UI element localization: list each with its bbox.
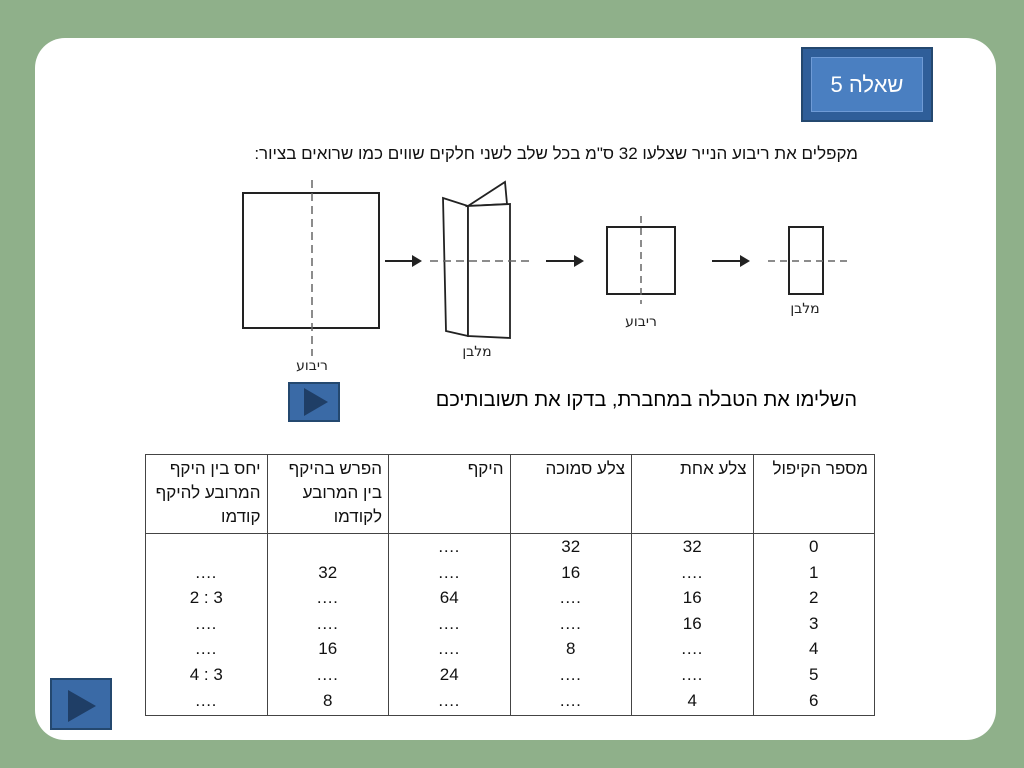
question-badge-label: שאלה 5	[811, 57, 923, 112]
table-cell: ….	[681, 639, 704, 659]
table-cell: ….	[316, 588, 339, 608]
arrow-head	[740, 255, 750, 267]
table-cell: ….	[438, 562, 461, 582]
table-cell: 64	[439, 588, 459, 608]
table-cell: ….	[681, 664, 704, 684]
table-cell: 4	[687, 690, 697, 710]
table-cell: ….	[316, 613, 339, 633]
col-adjacent-side	[510, 534, 632, 716]
table-cell: 32	[318, 562, 338, 582]
header-perimeter-difference: הפרש בהיקף בין המרובע לקודמו	[267, 455, 389, 534]
table-cell	[268, 534, 389, 560]
folded-flap	[443, 198, 468, 336]
table-cell: 16	[561, 562, 581, 582]
table-cell: ….	[195, 562, 218, 582]
table-cell: 8	[566, 639, 576, 659]
table-cell: 6	[809, 690, 819, 710]
label-square-1: ריבוע	[296, 358, 328, 374]
table-cell	[146, 534, 267, 560]
intro-text: מקפלים את ריבוע הנייר שצלעו 32 ס"מ בכל שלב לשני חלקים שווים כמו שרואים בציור:	[254, 144, 858, 163]
folding-table	[145, 454, 875, 716]
table-cell: ….	[559, 690, 582, 710]
folding-diagram	[240, 176, 860, 376]
square-shape	[243, 193, 379, 328]
table-cell: 4	[809, 639, 819, 659]
table-cell: 3 : 4	[189, 664, 223, 684]
table-cell: 32	[682, 537, 702, 556]
table-cell: ….	[438, 639, 461, 659]
col-perimeter	[389, 534, 511, 716]
header-adjacent-side: צלע סמוכה	[510, 455, 632, 534]
arrow-head	[412, 255, 422, 267]
col-fold-number	[753, 534, 875, 716]
table-cell: ….	[438, 537, 461, 556]
table-cell: ….	[559, 613, 582, 633]
small-square-shape	[607, 227, 675, 294]
table-cell: 1	[809, 562, 819, 582]
label-rectangle-2: מלבן	[790, 301, 820, 317]
header-fold-number: מספר הקיפול	[753, 455, 875, 534]
label-rectangle-1: מלבן	[462, 344, 492, 360]
table-cell: ….	[438, 613, 461, 633]
table-cell: ….	[559, 664, 582, 684]
play-button-top[interactable]	[288, 382, 340, 422]
instruction-text: השלימו את הטבלה במחברת, בדקו את תשובותיכם	[435, 389, 857, 411]
col-side-one	[632, 534, 754, 716]
arrow-head	[574, 255, 584, 267]
header-perimeter-ratio: יחס בין היקף המרובע להיקף קודמו	[146, 455, 268, 534]
table-cell: ….	[681, 562, 704, 582]
table-cell: 8	[323, 690, 333, 710]
table-cell: 5	[809, 664, 819, 684]
table-cell: 24	[439, 664, 459, 684]
table-cell: 3 : 2	[189, 588, 223, 608]
header-perimeter: היקף	[389, 455, 511, 534]
table-cell: ….	[438, 690, 461, 710]
play-icon	[304, 388, 328, 416]
col-perimeter-ratio	[146, 534, 268, 716]
col-perimeter-difference	[267, 534, 389, 716]
folded-flap-top	[468, 182, 507, 206]
table-cell: 16	[682, 613, 702, 633]
play-icon	[68, 690, 96, 722]
table-cell: ….	[559, 588, 582, 608]
play-button-bottom[interactable]	[50, 678, 112, 730]
rectangle-shape	[468, 204, 510, 338]
label-square-2: ריבוע	[625, 314, 657, 330]
table-cell: 16	[682, 588, 702, 608]
table-cell: ….	[195, 639, 218, 659]
table-cell: 2	[809, 588, 819, 608]
table-cell: 16	[318, 639, 338, 659]
table-cell: ….	[316, 664, 339, 684]
header-side-one: צלע אחת	[632, 455, 754, 534]
question-badge	[801, 47, 933, 122]
table-cell: ….	[195, 613, 218, 633]
table-cell: 32	[561, 537, 581, 556]
table-cell: 0	[809, 537, 819, 556]
table-cell: 3	[809, 613, 819, 633]
table-cell: ….	[195, 690, 218, 710]
